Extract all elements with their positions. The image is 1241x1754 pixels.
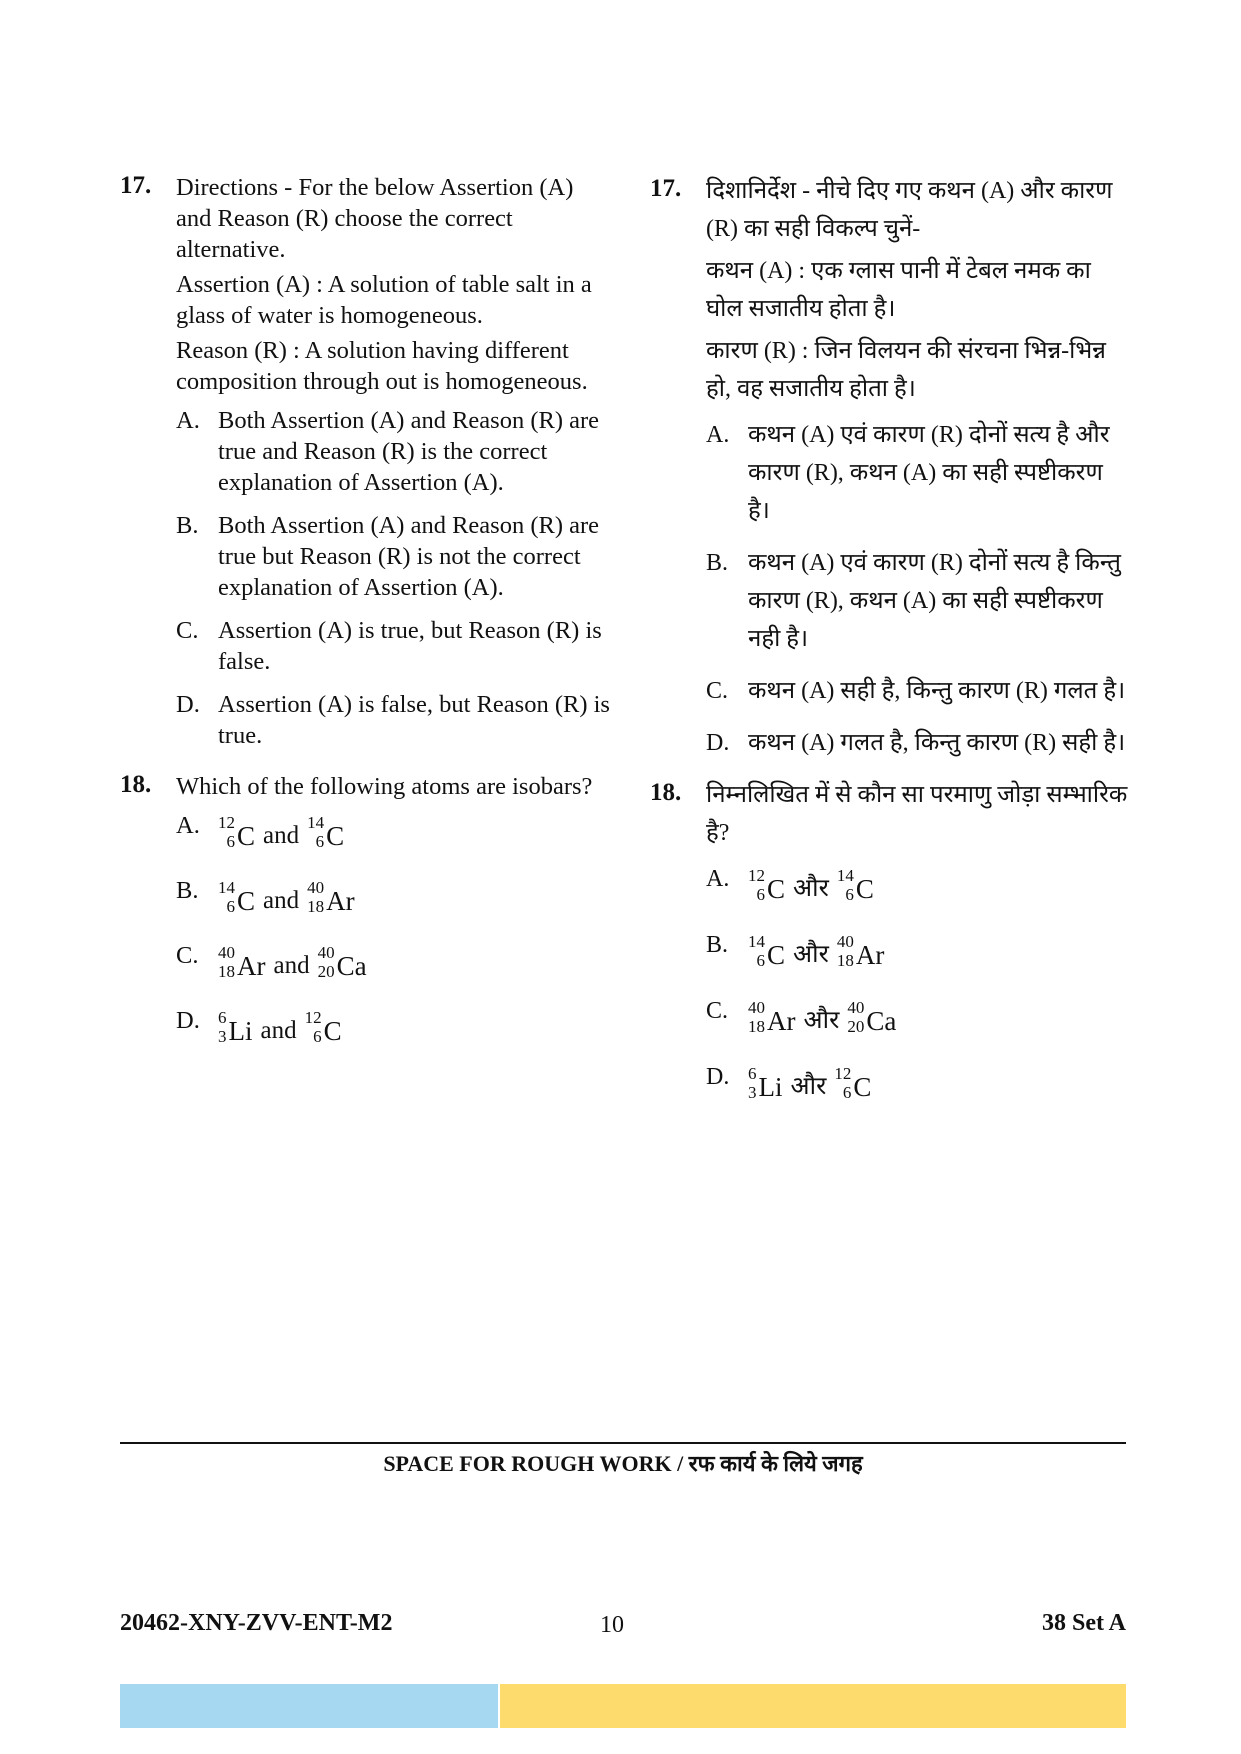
set-label: 38 Set A [1042, 1610, 1126, 1636]
atomic-number: 6 [226, 896, 235, 916]
rough-work-divider [120, 1442, 1126, 1444]
option-label: D. [706, 1064, 730, 1090]
nuclide-notation [307, 878, 355, 916]
option-label: C. [176, 942, 199, 969]
footer-color-bar-blue [120, 1684, 498, 1728]
question-number: 17. [650, 175, 682, 202]
mass-number: 40 [847, 998, 865, 1017]
option-label: C. [706, 998, 729, 1024]
element-symbol: Ca [336, 950, 367, 981]
nuclide-notation [847, 998, 896, 1036]
atomic-number: 18 [307, 896, 325, 916]
element-symbol: Ar [237, 950, 266, 981]
hindi-column [650, 172, 1130, 1124]
nuclide-notation [837, 932, 885, 970]
option-label: D. [706, 730, 730, 756]
option-c [706, 672, 1130, 710]
options-list [706, 860, 1130, 1114]
mass-number: 14 [218, 877, 235, 897]
rough-work-label: SPACE FOR ROUGH WORK / रफ कार्य के लिये जगह [383, 1451, 863, 1476]
option-label: B. [176, 512, 199, 539]
atomic-number: 18 [748, 1017, 765, 1036]
question-text: निम्नलिखित में से कौन सा परमाणु जोड़ा सम्भारिक है? [706, 782, 1128, 846]
nuclide-notation [748, 932, 785, 970]
option-b [176, 510, 610, 603]
element-symbol: Li [758, 1072, 783, 1102]
option-label: A. [176, 407, 200, 434]
option-c [176, 940, 610, 994]
atomic-number: 6 [845, 885, 854, 904]
question-17-en [120, 172, 610, 751]
element-symbol: C [767, 874, 786, 904]
mass-number: 12 [748, 866, 765, 885]
question-number: 18. [120, 771, 152, 798]
element-symbol: C [855, 874, 874, 904]
option-c [706, 992, 1130, 1048]
atomic-number: 20 [317, 961, 335, 981]
nuclide-notation [218, 1008, 253, 1046]
atomic-number: 18 [836, 951, 854, 970]
option-d [176, 1005, 610, 1059]
mass-number: 6 [748, 1064, 757, 1083]
option-label: C. [706, 678, 729, 704]
conjunction: and [273, 952, 310, 979]
question-17-hi [650, 172, 1130, 762]
mass-number: 12 [218, 812, 235, 832]
booklet-code: 20462-XNY-ZVV-ENT-M2 [120, 1610, 393, 1636]
question-directions: Directions - For the below Assertion (A) and Reason (R) choose the correct alternative. [176, 174, 574, 263]
mass-number: 14 [748, 932, 765, 951]
nuclide-notation [307, 813, 344, 851]
question-number: 18. [650, 779, 682, 806]
option-text: Both Assertion (A) and Reason (R) are true but Reason (R) is not the correct explanation of Assertion (A). [218, 512, 600, 601]
footer-color-bar-yellow [500, 1684, 1126, 1728]
reason-text: कारण (R) : जिन विलयन की संरचना भिन्न-भिन्न हो, वह सजातीय होता है। [706, 338, 1106, 402]
options-list [706, 416, 1130, 762]
mass-number: 14 [836, 866, 854, 885]
question-18-hi [650, 776, 1130, 1114]
options-list [176, 405, 610, 751]
option-d [706, 724, 1130, 762]
atomic-number: 6 [315, 831, 325, 851]
option-a [176, 405, 610, 498]
option-label: A. [706, 422, 730, 448]
mass-number: 12 [834, 1064, 852, 1083]
option-text: कथन (A) एवं कारण (R) दोनों सत्य है और कारण (R), कथन (A) का सही स्पष्टीकरण है। [748, 422, 1110, 524]
option-label: D. [176, 1007, 200, 1034]
option-label: A. [706, 866, 730, 892]
mass-number: 14 [307, 812, 325, 832]
option-label: C. [176, 617, 199, 644]
nuclide-notation [218, 878, 255, 916]
nuclide-notation [748, 866, 785, 904]
mass-number: 12 [304, 1007, 322, 1027]
option-text: कथन (A) सही है, किन्तु कारण (R) गलत है। [748, 678, 1126, 704]
element-symbol: C [853, 1072, 872, 1102]
option-d [706, 1058, 1130, 1114]
nuclide-notation [318, 943, 367, 981]
option-label: A. [176, 812, 200, 839]
option-text: कथन (A) गलत है, किन्तु कारण (R) सही है। [748, 730, 1126, 756]
question-text: Which of the following atoms are isobars? [176, 773, 593, 800]
conjunction: and [263, 822, 300, 849]
option-b [706, 544, 1130, 658]
atomic-number: 18 [218, 961, 235, 981]
english-column [120, 172, 610, 1070]
element-symbol: C [326, 820, 345, 851]
element-symbol: Ca [866, 1006, 897, 1036]
option-text: Assertion (A) is true, but Reason (R) is false. [218, 617, 602, 675]
option-text: Assertion (A) is false, but Reason (R) is true. [218, 691, 610, 749]
question-directions: दिशानिर्देश - नीचे दिए गए कथन (A) और कारण (R) का सही विकल्प चुनें- [706, 178, 1113, 242]
element-symbol: Ar [326, 885, 355, 916]
atomic-number: 20 [847, 1017, 865, 1036]
atomic-number: 6 [226, 831, 235, 851]
atomic-number: 6 [756, 951, 765, 970]
option-c [176, 615, 610, 677]
atomic-number: 6 [842, 1083, 852, 1102]
mass-number: 40 [748, 998, 765, 1017]
nuclide-notation [305, 1008, 342, 1046]
mass-number: 40 [218, 942, 235, 962]
conjunction: और [803, 1007, 840, 1034]
element-symbol: C [323, 1015, 342, 1046]
nuclide-notation [834, 1064, 871, 1102]
mass-number: 40 [836, 932, 854, 951]
element-symbol: Ar [767, 1006, 796, 1036]
assertion-text: कथन (A) : एक ग्लास पानी में टेबल नमक का घोल सजातीय होता है। [706, 258, 1091, 322]
conjunction: और [790, 1073, 827, 1100]
element-symbol: Li [228, 1015, 253, 1046]
atomic-number: 6 [756, 885, 765, 904]
nuclide-notation [748, 998, 796, 1036]
page-number: 10 [600, 1612, 624, 1638]
nuclide-notation [748, 1064, 783, 1102]
option-a [176, 810, 610, 864]
assertion-text: Assertion (A) : A solution of table salt in a glass of water is homogeneous. [176, 271, 592, 329]
option-a [706, 416, 1130, 530]
option-label: D. [176, 691, 200, 718]
option-label: B. [706, 550, 729, 576]
reason-text: Reason (R) : A solution having different composition through out is homogeneous. [176, 337, 588, 395]
option-label: B. [706, 932, 729, 958]
question-number: 17. [120, 172, 152, 199]
option-a [706, 860, 1130, 916]
element-symbol: C [237, 820, 256, 851]
nuclide-notation [837, 866, 874, 904]
element-symbol: C [237, 885, 256, 916]
option-b [706, 926, 1130, 982]
mass-number: 40 [317, 942, 335, 962]
option-text: कथन (A) एवं कारण (R) दोनों सत्य है किन्तु कारण (R), कथन (A) का सही स्पष्टीकरण नही है। [748, 550, 1121, 652]
atomic-number: 6 [313, 1026, 322, 1046]
atomic-number: 3 [748, 1083, 757, 1102]
option-text: Both Assertion (A) and Reason (R) are true and Reason (R) is the correct explanation of Assertion (A). [218, 407, 600, 496]
nuclide-notation [218, 813, 255, 851]
option-b [176, 875, 610, 929]
nuclide-notation [218, 943, 266, 981]
element-symbol: C [767, 940, 786, 970]
conjunction: और [793, 941, 829, 968]
mass-number: 6 [218, 1007, 227, 1027]
mass-number: 40 [307, 877, 325, 897]
element-symbol: Ar [855, 940, 885, 970]
options-list [176, 810, 610, 1059]
conjunction: और [793, 875, 829, 902]
option-label: B. [176, 877, 199, 904]
option-d [176, 689, 610, 751]
atomic-number: 3 [218, 1026, 227, 1046]
question-18-en [120, 771, 610, 1059]
conjunction: and [260, 1017, 297, 1044]
conjunction: and [263, 887, 300, 914]
